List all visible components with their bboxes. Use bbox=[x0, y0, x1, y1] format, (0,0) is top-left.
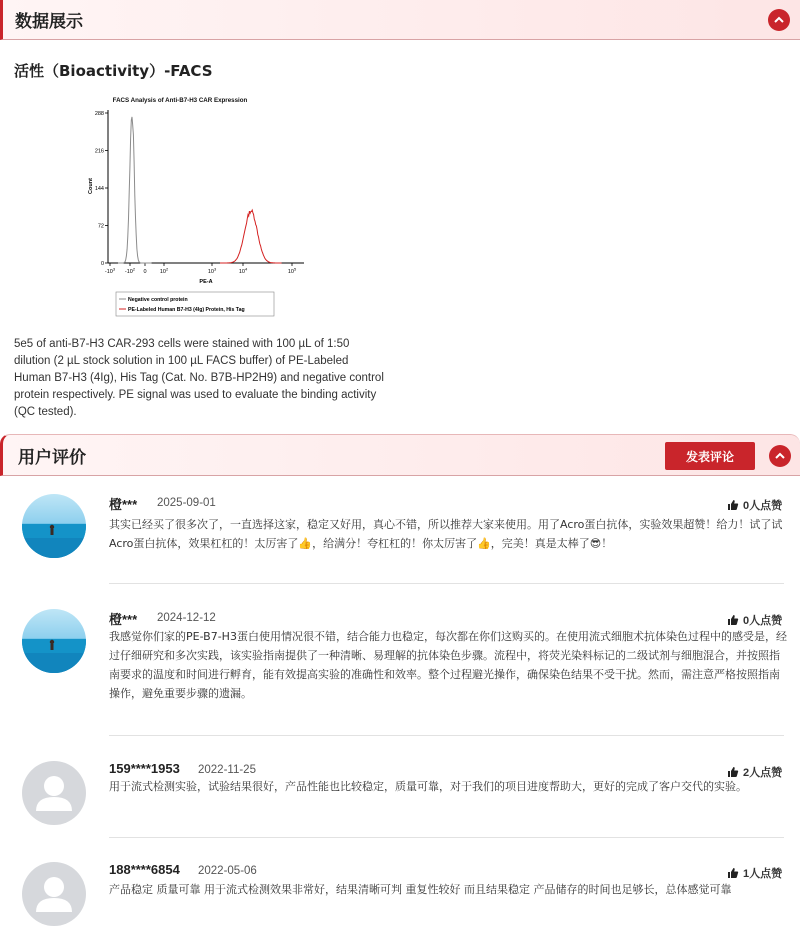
x-tick-label: $10^5$ bbox=[287, 266, 297, 275]
y-tick-label: 144 bbox=[94, 186, 104, 192]
like-count[interactable] bbox=[727, 612, 782, 628]
like-count-label: 1人点赞 bbox=[743, 868, 783, 880]
x-tick-label: $10^2$ bbox=[159, 266, 169, 275]
default-user-icon bbox=[22, 761, 86, 825]
review-username: 188****6854 bbox=[109, 862, 180, 877]
chevron-up-icon bbox=[773, 14, 785, 26]
bioactivity-title: 活性（Bioactivity）-FACS bbox=[14, 62, 213, 80]
y-tick-label: 72 bbox=[97, 223, 104, 230]
review-date: 2025-09-01 bbox=[157, 497, 216, 509]
review-username: 橙*** bbox=[109, 497, 138, 512]
y-tick-label: 216 bbox=[94, 148, 104, 155]
chevron-up-icon bbox=[774, 450, 786, 462]
section-title: 用户评价 bbox=[18, 447, 86, 468]
avatar bbox=[22, 609, 86, 673]
y-tick-label: 288 bbox=[94, 111, 104, 117]
like-count-label: 0人点赞 bbox=[743, 615, 783, 627]
review-date: 2022-11-25 bbox=[198, 764, 256, 776]
chart-legend bbox=[116, 292, 274, 316]
avatar bbox=[22, 761, 86, 825]
review-text: 我感觉你们家的PE-B7-H3蛋白使用情况很不错，结合能力也稳定，每次都在你们这购买的。在使用流式细胞术抗体染色过程中的感受是，经过仔细研究和多次实践，该实验指南提供了一种清晰、易理解的抗体染色步骤。流程中，将荧光染料标记的二级试剂与细胞混合，并按照指南要求的温度和时间进行孵育，能有效提高实验的准确性和效率。整个过程避光操作，确保染色结果不受干扰。然而，需注意严格按照指南操作，避免重要步骤的遗漏。 bbox=[109, 630, 787, 700]
review-date: 2022-05-06 bbox=[198, 865, 257, 877]
series-pe-b7h3 bbox=[220, 210, 282, 263]
like-count[interactable] bbox=[727, 865, 782, 881]
section-title: 数据展示 bbox=[15, 12, 83, 32]
x-axis-label: PE-A bbox=[199, 279, 213, 285]
x-tick-label: $-10^2$ bbox=[124, 266, 136, 275]
avatar-photo bbox=[22, 494, 86, 558]
chart-title: FACS Analysis of Anti-B7-H3 CAR Expression bbox=[112, 97, 248, 104]
review-username: 159****1953 bbox=[109, 761, 180, 776]
series-negative-control bbox=[118, 117, 152, 263]
y-axis-label: Count bbox=[88, 178, 94, 194]
data-display-header bbox=[0, 0, 800, 40]
legend-item-pe-b7h3: PE-Labeled Human B7-H3 (4Ig) Protein, His Tag bbox=[128, 307, 245, 313]
x-tick-label: $-10^3$ bbox=[104, 266, 116, 275]
x-tick-label: $10^3$ bbox=[207, 266, 217, 275]
review-username: 橙*** bbox=[109, 612, 138, 627]
default-user-icon bbox=[22, 862, 86, 926]
like-count-label: 2人点赞 bbox=[743, 767, 783, 779]
like-count[interactable] bbox=[727, 497, 782, 513]
review-divider bbox=[109, 837, 784, 838]
x-tick-label: $10^4$ bbox=[238, 266, 248, 275]
bioactivity-caption: 5e5 of anti-B7-H3 CAR-293 cells were stained with 100 µL of 1:50 dilution (2 µL stock solution in 100 µL FACS buffer) of PE-Labeled Human B7-H3 (4Ig), His Tag (Cat. No. B7B-HP2H9) and negative control protein respectively. PE signal was used to evaluate the binding activity (QC tested). bbox=[14, 338, 384, 418]
review-divider bbox=[109, 583, 784, 584]
like-count-label: 0人点赞 bbox=[743, 500, 783, 512]
user-reviews-header bbox=[0, 434, 800, 476]
facs-chart bbox=[80, 90, 320, 320]
review-divider bbox=[109, 735, 784, 736]
y-tick-label: 0 bbox=[100, 261, 104, 267]
thumbs-up-icon[interactable] bbox=[727, 499, 739, 511]
thumbs-up-icon[interactable] bbox=[727, 614, 739, 626]
collapse-button[interactable] bbox=[768, 9, 790, 31]
review-text: 用于流式检测实验，试验结果很好，产品性能也比较稳定，质量可靠，对于我们的项目进度帮助大，更好的完成了客户交代的实验。 bbox=[109, 780, 747, 793]
avatar-photo bbox=[22, 609, 86, 673]
avatar bbox=[22, 494, 86, 558]
thumbs-up-icon[interactable] bbox=[727, 867, 739, 879]
x-tick-label: 0 bbox=[143, 269, 147, 275]
collapse-button[interactable] bbox=[769, 445, 791, 467]
review-text: 产品稳定 质量可靠 用于流式检测效果非常好，结果清晰可判 重复性较好 而且结果稳定 产品储存的时间也足够长，总体感觉可靠 bbox=[109, 883, 732, 896]
legend-item-negative: Negative control protein bbox=[128, 297, 188, 303]
review-text: 其实已经买了很多次了，一直选择这家，稳定又好用，真心不错，所以推荐大家来使用。用了Acro蛋白抗体，实验效果超赞！给力！试了试Acro蛋白抗体，效果杠杠的！太厉害了👍，给满分！夸杠杠的！你太厉害了👍，完美！真是太棒了😎！ bbox=[109, 518, 783, 550]
review-date: 2024-12-12 bbox=[157, 612, 216, 624]
avatar bbox=[22, 862, 86, 926]
post-review-button[interactable]: 发表评论 bbox=[665, 442, 755, 470]
